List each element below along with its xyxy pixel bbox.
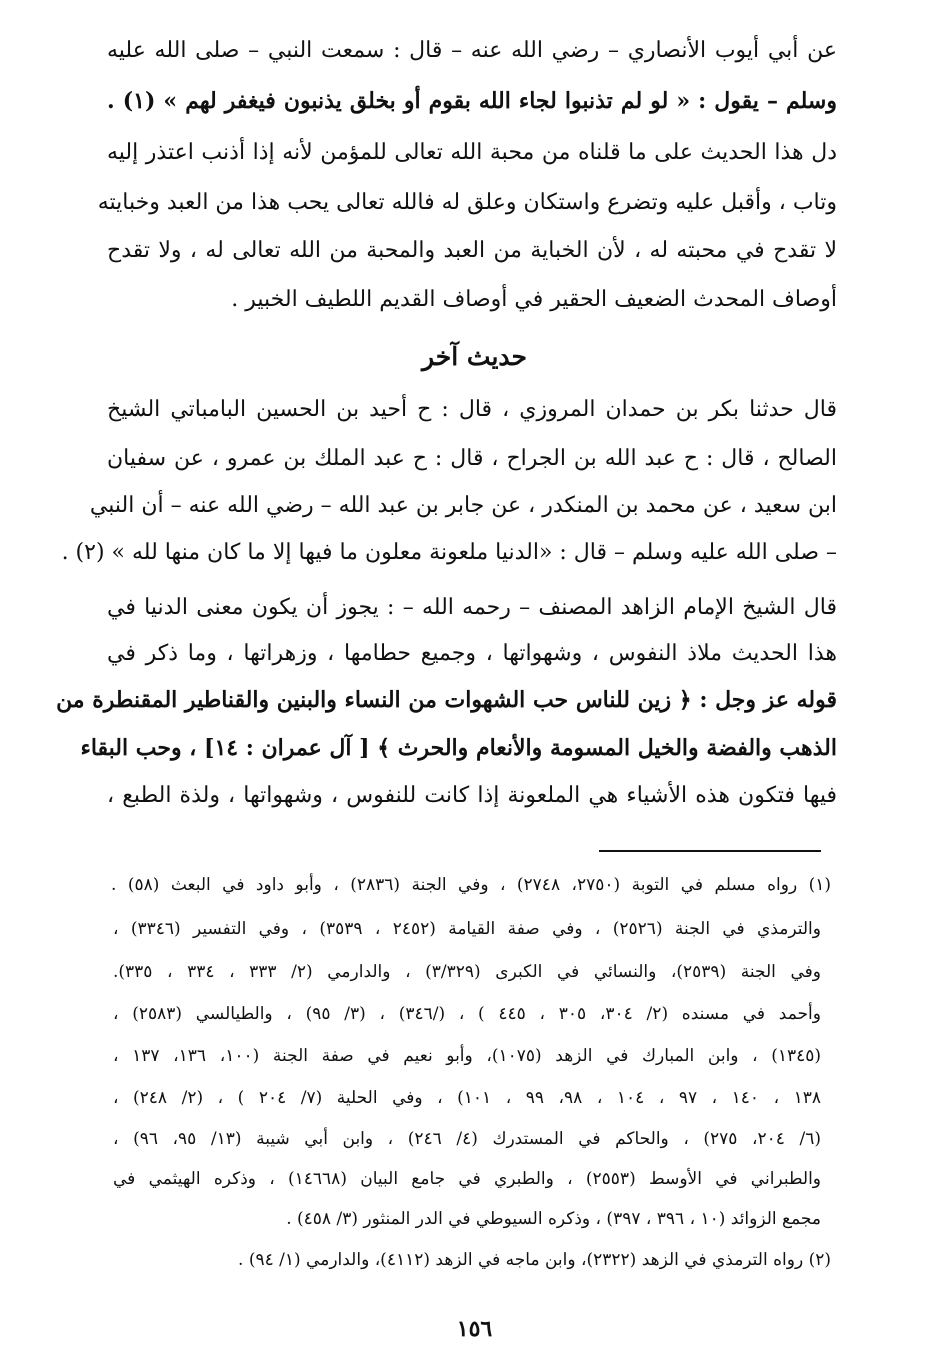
body-line-9: ابن سعيد ، عن محمد بن المنكدر ، عن جابر بن عبد الله – رضي الله عنه – أن النبي <box>89 493 837 518</box>
footnote-separator <box>599 850 821 852</box>
footnote-line-3: وفي الجنة (٢٥٣٩)، والنسائي في الكبرى (٣/٣٢٩) ، والدارمي (٢/ ٣٣٣ ، ٣٣٤ ، ٣٣٥). <box>113 962 821 982</box>
footnote-line-8: والطبراني في الأوسط (٢٥٥٣) ، والطبري في جامع البيان (١٤٦٦٨) ، وذكره الهيثمي في <box>113 1169 822 1189</box>
footnote-line-10: (٢) رواه الترمذي في الزهد (٢٣٢٢)، وابن ماجه في الزهد (٤١١٢)، والدارمي (١/ ٩٤) . <box>238 1250 831 1270</box>
footnote-line-1: (١) رواه مسلم في التوبة (٢٧٥٠، ٢٧٤٨) ، وفي الجنة (٢٨٣٦) ، وأبو داود في البعث (٥٨) . <box>111 875 832 895</box>
footnote-line-7: (٦/ ٢٠٤، ٢٧٥) ، والحاكم في المستدرك (٤/ ٢٤٦) ، وابن أبي شيبة (١٣/ ٩٥، ٩٦) ، <box>113 1129 822 1149</box>
section-heading: حديث آخر <box>422 342 527 371</box>
body-line-1: عن أبي أيوب الأنصاري – رضي الله عنه – قال : سمعت النبي – صلى الله عليه <box>107 38 837 63</box>
body-line-5: لا تقدح في محبته له ، لأن الخباية من العبد والمحبة من الله تعالى له ، ولا تقدح <box>107 238 837 263</box>
body-line-3: دل هذا الحديث على ما قلناه من محبة الله تعالى للمؤمن لأنه إذا أذنب اعتذر إليه <box>107 140 837 165</box>
body-line-11: قال الشيخ الإمام الزاهد المصنف – رحمه الله – : يجوز أن يكون معنى الدنيا في <box>107 595 837 620</box>
footnote-line-4: وأحمد في مسنده (٢/ ٣٠٤، ٣٠٥ ، ٤٤٥ ) ، (/٣٤٦) ، (٣/ ٩٥) ، والطيالسي (٢٥٨٣) ، <box>113 1004 821 1024</box>
page-number: ١٥٦ <box>456 1316 493 1342</box>
body-line-2: وسلم – يقول : « لو لم تذنبوا لجاء الله بقوم أو بخلق يذنبون فيغفر لهم » (١) . <box>107 88 837 114</box>
body-line-13: قوله عز وجل : ﴿ زين للناس حب الشهوات من النساء والبنين والقناطير المقنطرة من <box>56 687 837 713</box>
body-line-15: فيها فتكون هذه الأشياء هي الملعونة إذا كانت للنفوس ، وشهواتها ، ولذة الطبع ، <box>107 783 837 808</box>
body-line-14: الذهب والفضة والخيل المسومة والأنعام والحرث ﴾ [ آل عمران : ١٤] ، وحب البقاء <box>80 735 837 761</box>
footnote-line-9: مجمع الزوائد (١٠ ، ٣٩٦ ، ٣٩٧) ، وذكره السيوطي في الدر المنثور (٣/ ٤٥٨) . <box>286 1209 821 1229</box>
body-line-8: الصالح ، قال : ح عبد الله بن الجراح ، قال : ح عبد الملك بن عمرو ، عن سفيان <box>107 446 837 471</box>
body-line-10: – صلى الله عليه وسلم – قال : «الدنيا ملعونة معلون ما فيها إلا ما كان منها لله » (٢) . <box>61 540 837 565</box>
body-line-7: قال حدثنا بكر بن حمدان المروزي ، قال : ح أحيد بن الحسين البامباتي الشيخ <box>107 397 837 422</box>
body-line-12: هذا الحديث ملاذ النفوس ، وشهواتها ، وجميع حطامها ، وزهراتها ، وما ذكر في <box>107 641 837 666</box>
footnote-line-5: (١٣٤٥) ، وابن المبارك في الزهد (١٠٧٥)، وأبو نعيم في صفة الجنة (١٠٠، ١٣٦، ١٣٧ ، <box>113 1046 822 1066</box>
footnote-line-2: والترمذي في الجنة (٢٥٢٦) ، وفي صفة القيامة (٢٤٥٢ ، ٣٥٣٩) ، وفي التفسير (٣٣٤٦) ، <box>113 919 821 939</box>
body-line-4: وتاب ، وأقبل عليه وتضرع واستكان وعلق له فالله تعالى يحب هذا من العبد وخبايته <box>97 190 837 215</box>
body-line-6: أوصاف المحدث الضعيف الحقير في أوصاف القديم اللطيف الخبير . <box>231 287 837 312</box>
footnote-line-6: ١٣٨ ، ١٤٠ ، ٩٧ ، ١٠٤ ، ٩٨، ٩٩ ، ١٠١) ، وفي الحلية (٧/ ٢٠٤ ) ، (٢/ ٢٤٨) ، <box>113 1088 822 1108</box>
